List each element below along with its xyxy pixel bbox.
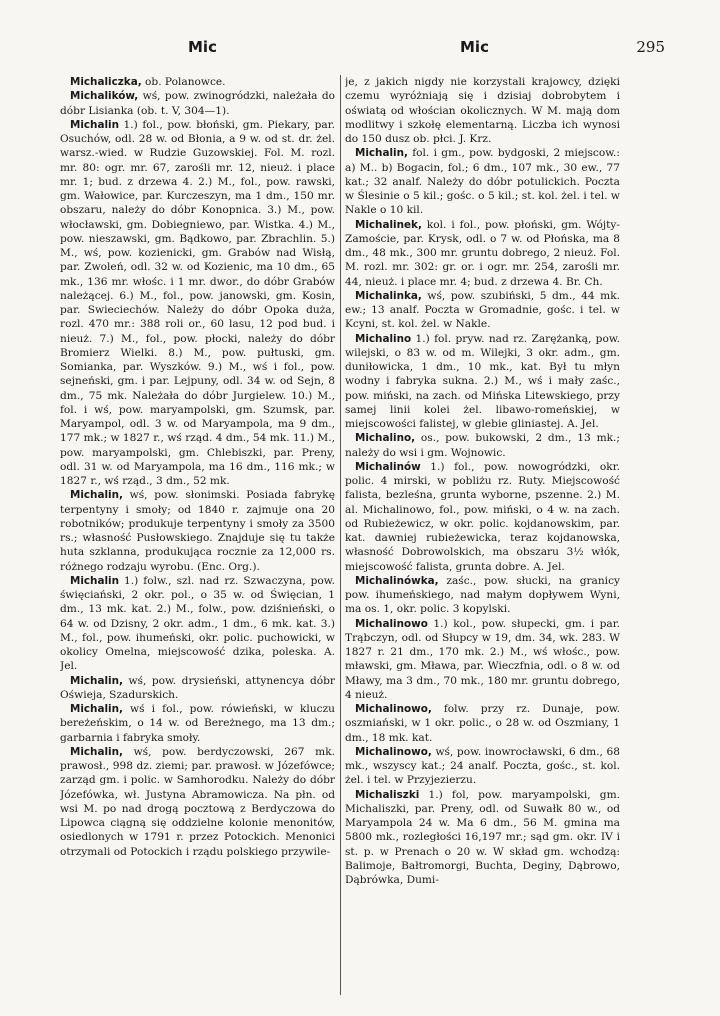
entry-headword: Michalinowo [355,617,428,630]
dictionary-entry [60,75,335,89]
entry-text: wś, pow. słonimski. Posiada fabrykę terpentyny i smoły; od 1840 r. zajmuje ona 20 robotników; produkuje terpentyny i smoły za 3500 rs.; własność Pusłowskiego. Znajduje się tu także huta szklanna, produkująca rocznie za 12,000 rs. różnego rodzaju wyrobu. (Enc. Org.). [60,489,335,573]
entry-text: zaśc., pow. słucki, na granicy pow. ihumeńskiego, nad małym dopływem Wyni, ma os. 1, okr. polic. 3 kopylski. [345,574,620,616]
dictionary-entry [345,460,620,574]
entry-text: wś, pow. szubiński, 5 dm., 44 mk. ew.; 13 analf. Poczta w Gromadnie, gośc. i tel. w Kcyni, st. kol. żel. w Nakle. [345,289,620,331]
entry-headword: Michalin, [70,745,123,758]
entry-headword: Michalinka, [355,289,422,302]
entry-text: 1.) fol., pow. błoński, gm. Piekary, par. Osuchów, odl. 28 w. od Błonia, a 9 w. od st. dr. żel. warsz.-wied. w Rudzie Guzowskiej. Fol. M. rozl. mr. 80: ogr. mr. 67, zarośli mr. 12, nieuż. i place mr. 1; bud. z drzewa 4. 2.) M., fol., pow. rawski, gm. Wałowice, par. Kurczeszyn, ma 1 dm., 150 mr. obszaru, należy do dóbr Konopnica. 3.) M., pow. włocławski, gm. Dobiegniewo, par. Wistka. 4.) M., pow. nieszawski, gm. Bądkowo, par. Zbrachlin. 5.) M., wś, pow. kozienicki, gm. Grabów nad Wisłą, par. Zwoleń, odl. 32 w. od Kozienic, ma 10 dm., 65 mk., 136 mr. włośc. i 1 mr. dwor., do dóbr Grabów należącej. 6.) M., fol., pow. janowski, gm. Kosin, par. Swieciechów. Należy do dóbr Opoka duża, rozl. 470 mr.: 388 roli or., 60 lasu, 12 pod bud. i nieuż. 7.) M., fol., pow. płocki, należy do dóbr Bromierz Wielki. 8.) M., pow. pułtuski, gm. Somianka, par. Wyszków. 9.) M., wś i fol., pow. sejneński, gm. i par. Lejpuny, odl. 34 w. od Sejn, 8 dm., 75 mk. Należała do dóbr Jurgielew. 10.) M., fol. i wś, pow. maryampolski, gm. Szumsk, par. Maryampol, odl. 3 w. od Maryampola, ma 9 dm., 177 mk.; w 1827 r., wś rząd. 4 dm., 54 mk. 11.) M., pow. maryampolski, gm. Chlebiszki, par. Preny, odl. 31 w. od Maryampola, ma 16 dm., 116 mk.; w 1827 r., wś rząd., 3 dm., 52 mk. [60,118,335,487]
entry-text: folw. przy rz. Dunaje, pow. oszmiański, w 1 okr. polic., o 28 w. od Oszmiany, 1 dm., 18 mk. kat. [345,703,620,744]
dictionary-entry [60,488,335,574]
entry-text: wś, pow. berdyczowski, 267 mk. prawosł., 998 dz. ziemi; par. prawosł. w Józefówce; zarząd gm. i polic. w Samhorodku. Należy do dóbr Józefówka, wł. Justyna Abramowicza. Na płn. od wsi M. po nad drogą pocztową z Berdyczowa do Lipowca ciągną się oddzielne kolonie menonitów, osiedlonych w 1791 r. przez Potockich. Menonici otrzymali od Potockich i rządu polskiego przywile- [60,745,335,858]
dictionary-entry [345,289,620,332]
entry-headword: Michalinowo, [355,745,432,758]
entry-headword: Michalin [70,118,119,131]
dictionary-entry [60,89,335,118]
entry-text: 1.) fol. pryw. nad rz. Zarężanką, pow. wilejski, o 83 w. od m. Wilejki, 3 okr. adm., gm. duniłowicka, 1 dm., 10 mk., kat. Był tu młyn wodny i fabryka sukna. 2.) M., wś i mały zaśc., pow. miński, na zach. od Mińska Litewskiego, przy samej linii kolei żel. libawo-romeńskiej, w miejscowości falistej, w glebie gliniastej. A. Jel. [345,332,620,430]
text-columns [60,75,665,995]
dictionary-entry [345,617,620,703]
dictionary-entry [60,674,335,703]
entry-text: wś, pow. zwinogródzki, należała do dóbr Lisianka (ob. t. V, 304—1). [60,90,335,117]
entry-text: kol. i fol., pow. płoński, gm. Wójty-Zamoście, par. Krysk, odl. o 7 w. od Płońska, ma 8 dm., 48 mk., 300 mr. gruntu dobrego, 2 nieuż. Fol. M. rozl. mr. 302: gr. or. i ogr. mr. 254, zarośli mr. 44, nieuż. i place mr. 4; bud. z drzewa 4. Br. Ch. [345,218,620,288]
entry-headword: Michalin, [70,703,123,715]
dictionary-entry [345,431,620,460]
entry-text: ob. Polanowce. [141,76,226,88]
entry-text: 1.) fol, pow. maryampolski, gm. Michaliszki, par. Preny, odl. od Suwałk 80 w., od Maryampola 24 w. Ma 6 dm., 56 M. gmina ma 5800 mk., rozległości 16,197 mr.; sąd gm. okr. IV i st. p. w Prenach o 20 w. W skład gm. wchodzą: Balimoje, Bałtromorgi, Buchta, Deginy, Dąbrowo, Dąbrówka, Dumi- [345,788,620,886]
dictionary-entry [345,574,620,617]
entry-headword: Michalików, [70,90,139,103]
entry-text: je, z jakich nigdy nie korzystali krajowcy, dzięki czemu wyróżniają się i dzisiaj dobrobytem i oświatą od włościan okolicznych. W M. mają dom modlitwy i szkołę elementarną. Liczba ich wynosi do 150 dusz ob. płci. J. Krz. [345,76,620,145]
left-column [60,75,335,995]
entry-headword: Michaliczka, [70,76,142,88]
page-header [60,38,665,62]
entry-headword: Michalin, [355,147,408,160]
column-divider [340,75,341,995]
entry-headword: Michalino [355,332,412,345]
right-column [345,75,620,995]
page-number: 295 [636,38,665,56]
dictionary-entry [345,332,620,432]
entry-text: wś, pow. inowrocławski, 6 dm., 68 mk., wszyscy kat.; 24 analf. Poczta, gośc., st. kol. żel. i tel. w Przyjezierzu. [345,745,620,787]
entry-text: fol. i gm., pow. bydgoski, 2 miejscow.: a) M.. b) Bogacin, fol.; 6 dm., 107 mk., 30 ew., 77 kat.; 32 analf. Należy do dóbr potulickich. Poczta w Ślesinie o 5 kil.; gośc. o 5 kil.; st. kol. żel. i tel. w Nakle o 10 kil. [345,147,620,217]
dictionary-entry [345,146,620,217]
entry-headword: Michaliszki [355,788,420,801]
entry-text: 1.) folw., szl. nad rz. Szwaczyna, pow. święciański, 2 okr. pol., o 35 w. od Święcian, 1 dm., 13 mk. kat. 2.) M., folw., pow. dziśnieński, o 64 w. od Dzisny, 2 okr. adm., 1 dm., 6 mk. kat. 3.) M., fol., pow. ihumeński, okr. polic. puchowicki, w okolicy Omelna, miejscowość dzika, poleska. A. Jel. [60,574,335,673]
dictionary-entry [60,574,335,674]
entry-headword: Michalin [70,574,119,587]
dictionary-entry [60,118,335,489]
dictionary-entry [345,75,620,146]
dictionary-entry [345,702,620,745]
entry-headword: Michalinek, [355,218,422,231]
entry-text: wś i fol., pow. rówieński, w kluczu bereżeńskim, o 14 w. od Bereżnego, ma 13 dm.; garbarnia i fabryka smoły. [60,703,335,744]
entry-text: 1.) fol., pow. nowogródzki, okr. polic. 4 mirski, w pobliżu rz. Ruty. Miejscowość falista, bezleśna, grunta wyborne, pszenne. 2.) M. al. Michalinowo, fol., pow. miński, o 4 w. na zach. od Rubieżewicz, w okr. polic. kojdanowskim, par. kat. dawniej rubieżewicka, teraz kojdanowska, własność Dobrowolskich, ma obszaru 3½ włók, miejscowość falista, grunta dobre. A. Jel. [345,460,620,573]
entry-headword: Michalino, [355,432,416,445]
running-head-left: Mic [188,38,217,56]
dictionary-entry [345,218,620,289]
running-head-right: Mic [460,38,489,56]
dictionary-entry [345,788,620,888]
entry-text: wś, pow. drysieński, attynencya dóbr Oświeja, Szadurskich. [60,674,335,701]
dictionary-entry [60,702,335,745]
entry-headword: Michalin, [70,489,123,502]
entry-headword: Michalin, [70,674,123,687]
entry-headword: Michalinówka, [355,574,439,587]
entry-text: 1.) kol., pow. słupecki, gm. i par. Trąbczyn, odl. od Słupcy w 19, dm. 34, wk. 283. W 1827 r. 21 dm., 170 mk. 2.) M., wś włośc., pow. mławski, gm. Mława, par. Wieczfnia, odl. o 8 w. od Mławy, ma 3 dm., 70 mk., 180 mr. gruntu dobrego, 4 nieuż. [345,617,620,701]
entry-headword: Michalinów [355,460,421,473]
dictionary-entry [60,745,335,859]
dictionary-entry [345,745,620,788]
entry-text: os., pow. bukowski, 2 dm., 13 mk.; należy do wsi i gm. Wojnowic. [345,432,620,459]
entry-headword: Michalinowo, [355,703,432,715]
